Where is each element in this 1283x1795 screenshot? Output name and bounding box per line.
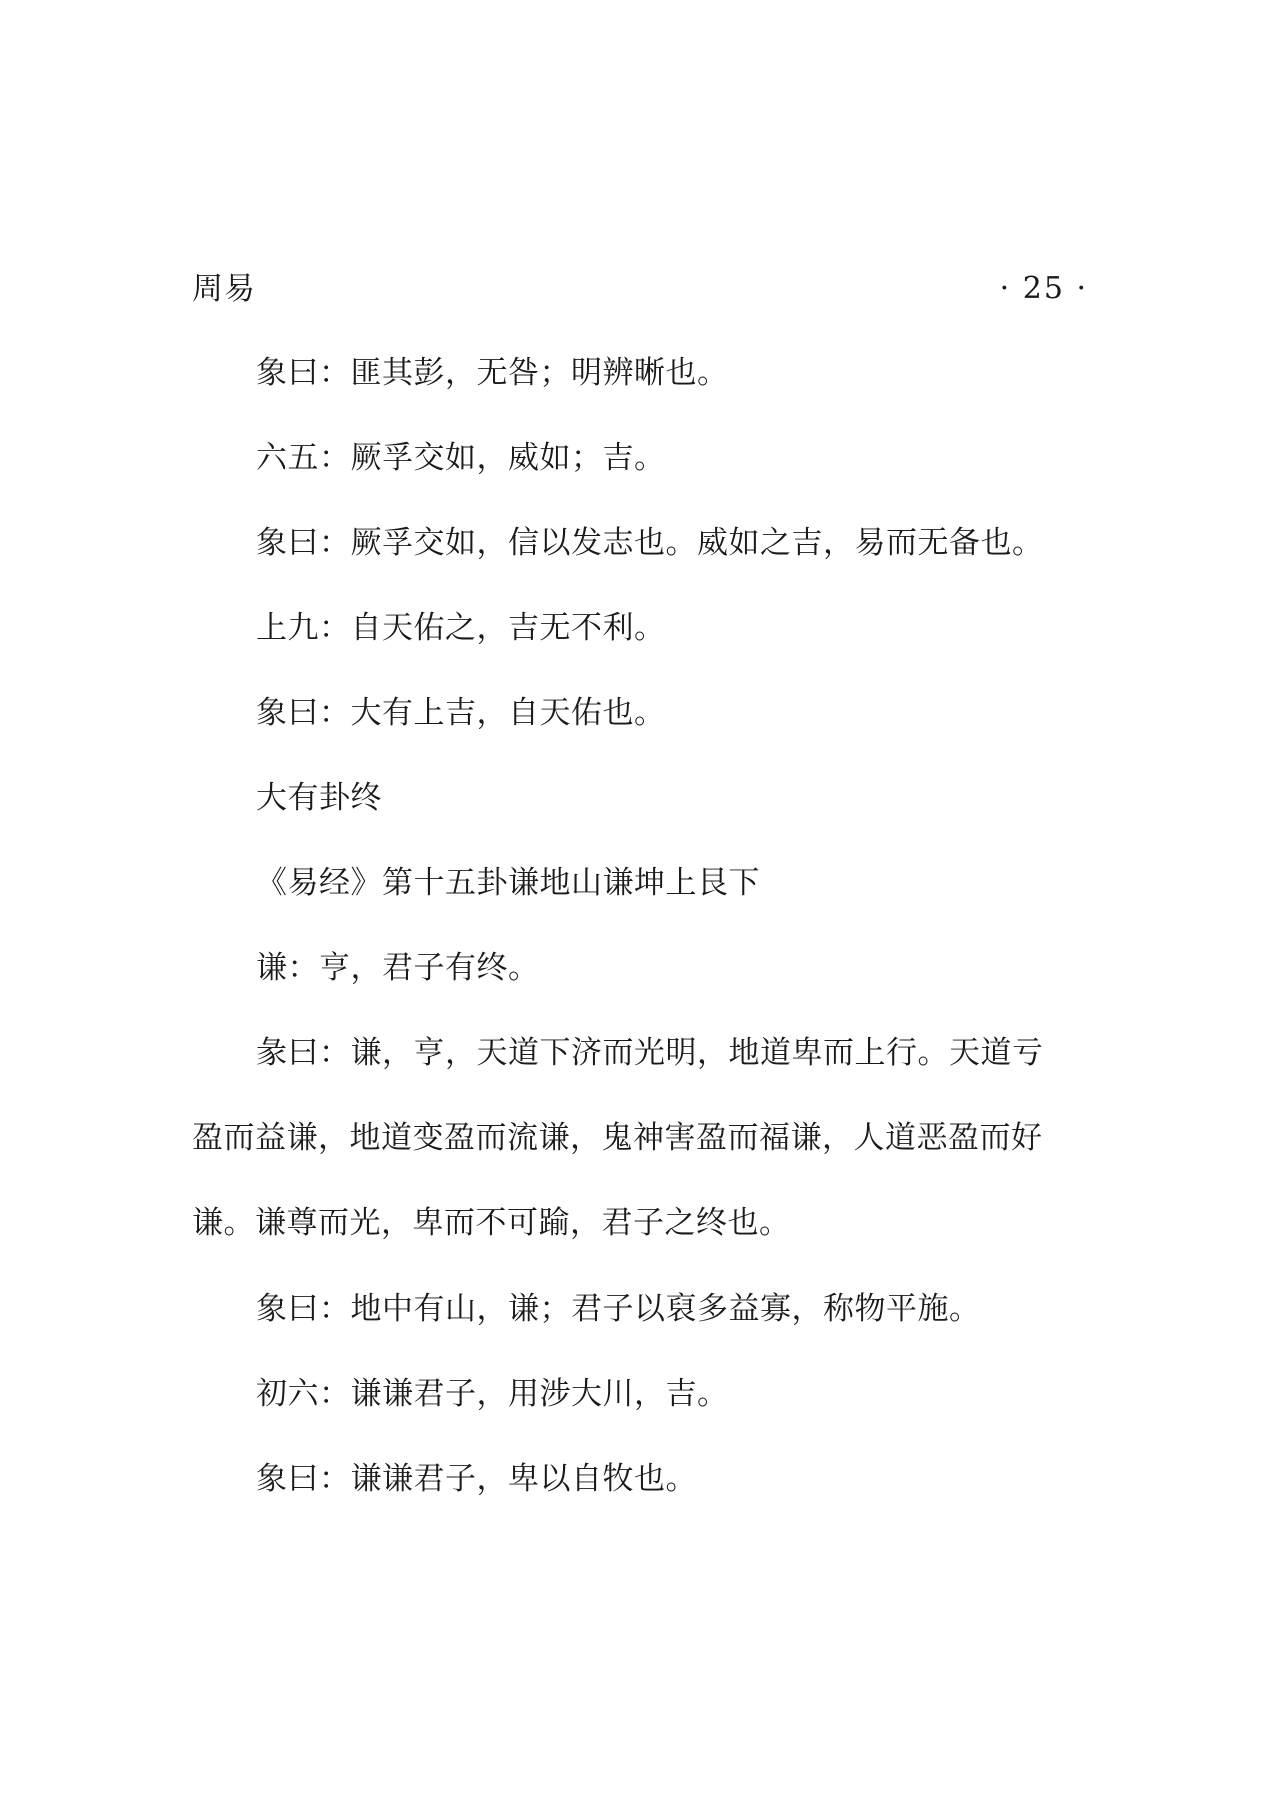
page-number: · 25 · [999,271,1088,306]
long-paragraph [192,1011,1092,1266]
paragraph: 《易经》第十五卦谦地山谦坤上艮下 [256,865,760,901]
running-title: 周易 [192,271,256,307]
paragraph: 六五：厥孚交如，威如；吉。 [256,440,666,476]
paragraph-line: 彖曰：谦，亨，天道下济而光明，地道卑而上行。天道亏 [256,1035,1044,1071]
body-text [192,352,1092,1543]
paragraph: 象曰：匪其彭，无咎；明辨晰也。 [256,355,729,391]
paragraph-line: 盈而益谦，地道变盈而流谦，鬼神害盈而福谦，人道恶盈而好 [192,1120,1043,1156]
paragraph: 象曰：谦谦君子，卑以自牧也。 [256,1461,697,1497]
paragraph: 初六：谦谦君子，用涉大川，吉。 [256,1376,729,1412]
paragraph: 上九：自天佑之，吉无不利。 [256,610,666,646]
paragraph: 谦：亨，君子有终。 [256,950,540,986]
paragraph: 象曰：地中有山，谦；君子以裒多益寡，称物平施。 [256,1291,981,1327]
paragraph: 象曰：厥孚交如，信以发志也。威如之吉，易而无备也。 [256,525,1044,561]
paragraph: 象曰：大有上吉，自天佑也。 [256,695,666,731]
paragraph: 大有卦终 [256,780,382,816]
paragraph-line: 谦。谦尊而光，卑而不可踰，君子之终也。 [192,1205,791,1241]
